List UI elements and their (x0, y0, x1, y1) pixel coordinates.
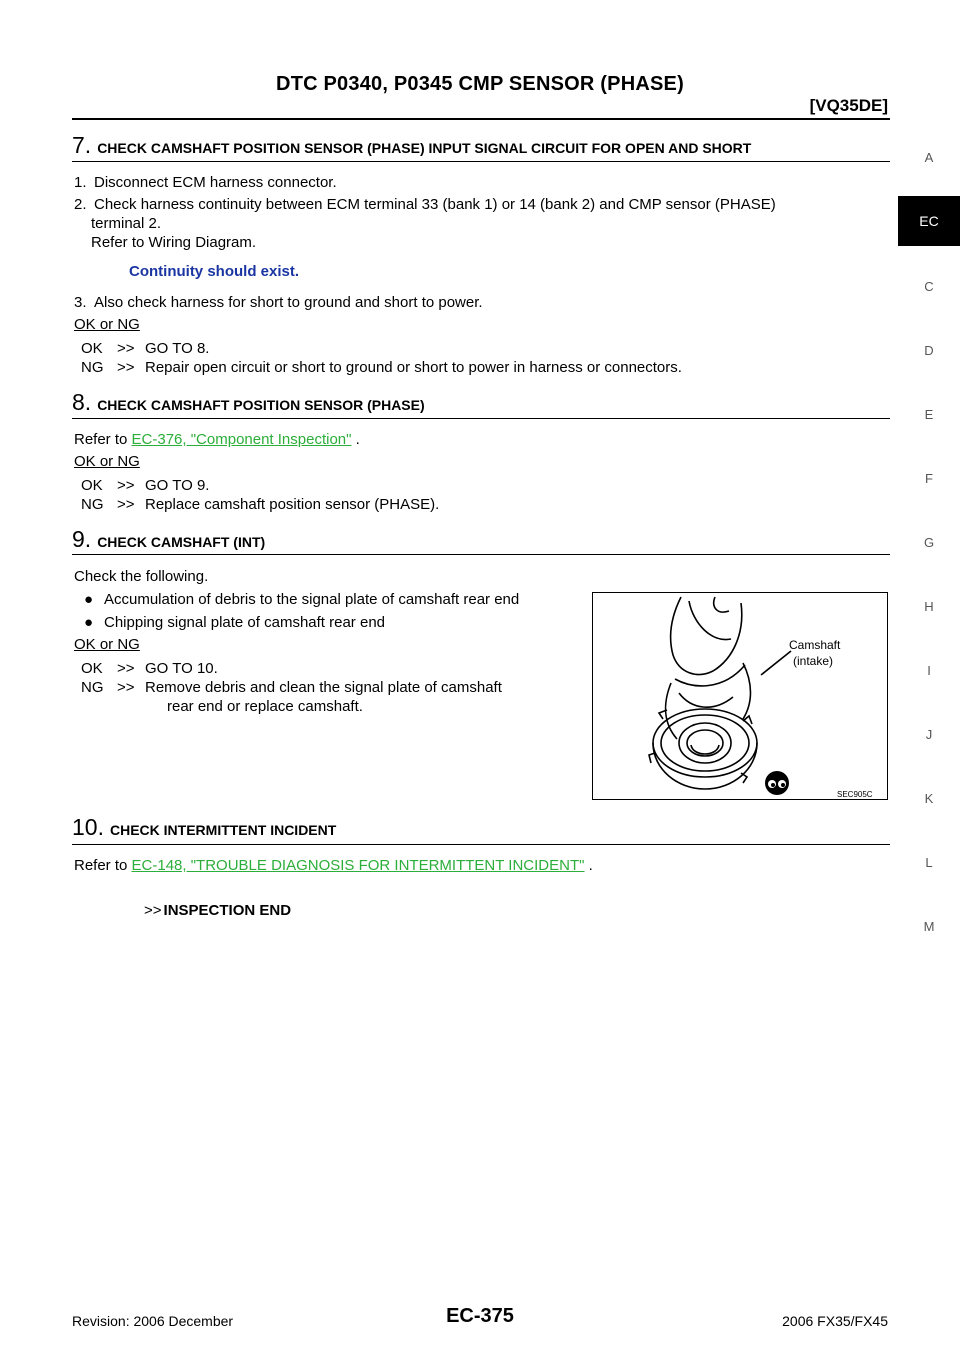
step-8-refer (74, 430, 360, 449)
step-7-item-2a: 2. Check harness continuity between ECM terminal 33 (bank 1) or 14 (bank 2) and CMP sensor (PHASE) (74, 196, 776, 213)
figure-label-2: (intake) (793, 654, 834, 668)
step-8-ng-arrow: >> (117, 496, 135, 513)
header-rule (72, 118, 890, 120)
side-tab-g[interactable]: G (923, 535, 935, 550)
step-10-number: 10. (72, 814, 104, 840)
step-9-ok-text: GO TO 10. (145, 660, 218, 677)
step-7-item-2c: Refer to Wiring Diagram. (91, 234, 257, 251)
step-7-ng-text: Repair open circuit or short to ground or short to power in harness or connectors. (145, 359, 682, 376)
step-7-title: CHECK CAMSHAFT POSITION SENSOR (PHASE) INPUT SIGNAL CIRCUIT FOR OPEN AND SHORT (97, 140, 752, 156)
step-8-ng-key: NG (81, 496, 104, 513)
step-10-rule (72, 844, 890, 845)
step-9-bullet-1-text: Accumulation of debris to the signal plate of camshaft rear end (104, 591, 520, 608)
step-9-ng-key: NG (81, 679, 104, 696)
footer-model: 2006 FX35/FX45 (782, 1313, 888, 1329)
footer-page-number: EC-375 (446, 1305, 514, 1327)
step-8-number: 8. (72, 389, 92, 415)
step-8-link[interactable]: EC-376, "Component Inspection" (131, 431, 352, 448)
side-tab-f[interactable]: F (925, 471, 933, 486)
step-7-item-1: 1. Disconnect ECM harness connector. (74, 174, 337, 191)
step-7-heading (72, 132, 890, 159)
side-tab-j[interactable]: J (925, 727, 933, 742)
figure-code: SEC905C (837, 790, 873, 798)
step-7-ok-arrow: >> (117, 340, 135, 357)
step-9-rule (72, 554, 890, 555)
step-7-ok-key: OK (81, 340, 103, 357)
step-7-ok-or-ng: OK or NG (74, 316, 140, 333)
step-9-bullet-2 (74, 613, 385, 632)
side-tab-ec-active[interactable]: EC (898, 196, 960, 246)
side-tab-a[interactable]: A (924, 150, 934, 165)
step-8-rule (72, 418, 890, 419)
step-10-end-text: INSPECTION END (163, 902, 292, 919)
step-9-ok-or-ng: OK or NG (74, 636, 140, 653)
step-9-title: CHECK CAMSHAFT (INT) (97, 534, 266, 550)
side-tab-h[interactable]: H (924, 599, 934, 614)
step-8-ok-or-ng: OK or NG (74, 453, 140, 470)
step-10-title: CHECK INTERMITTENT INCIDENT (109, 822, 337, 838)
step-7-number: 7. (72, 132, 92, 158)
step-9-ng-text-b: rear end or replace camshaft. (167, 698, 363, 715)
step-7-spec: Continuity should exist. (129, 263, 300, 280)
step-7-item-3: 3. Also check harness for short to ground and short to power. (74, 294, 483, 311)
side-tab-e[interactable]: E (924, 407, 934, 422)
step-8-ok-key: OK (81, 477, 103, 494)
step-9-ok-arrow: >> (117, 660, 135, 677)
step-8-ng-row (81, 495, 439, 514)
step-7-rule (72, 161, 890, 162)
step-9-bullet-1 (74, 590, 519, 609)
step-9-intro: Check the following. (74, 568, 209, 585)
step-9-ng-text-a: Remove debris and clean the signal plate of camshaft (145, 679, 502, 696)
step-10-refer-prefix: Refer to (74, 857, 132, 874)
step-7-ng-arrow: >> (117, 359, 135, 376)
figure-label-1: Camshaft (789, 638, 841, 652)
footer-revision: Revision: 2006 December (72, 1313, 234, 1329)
step-10-heading (72, 814, 890, 841)
step-9-bullet-2-text: Chipping signal plate of camshaft rear end (104, 614, 386, 631)
side-tab-i[interactable]: I (927, 663, 931, 678)
step-7-ng-key: NG (81, 359, 104, 376)
camshaft-figure (592, 592, 888, 800)
side-tab-d[interactable]: D (924, 343, 934, 358)
step-10-end (144, 901, 291, 920)
step-9-ng-row (81, 678, 583, 697)
step-9-ok-row (81, 659, 218, 678)
view-eyes-icon (765, 771, 789, 795)
side-tab-c[interactable]: C (924, 279, 934, 294)
bullet-dot-icon: ● (84, 614, 94, 631)
bullet-dot-icon: ● (84, 591, 94, 608)
step-8-refer-suffix: . (351, 431, 360, 448)
step-9-ng-arrow: >> (117, 679, 135, 696)
step-10-refer (74, 856, 593, 875)
step-10-refer-suffix: . (584, 857, 593, 874)
step-8-ok-arrow: >> (117, 477, 135, 494)
step-9-number: 9. (72, 526, 92, 552)
step-8-ok-row (81, 476, 209, 495)
page-title: DTC P0340, P0345 CMP SENSOR (PHASE) (276, 73, 684, 95)
step-8-refer-prefix: Refer to (74, 431, 132, 448)
step-7-ok-row (81, 339, 209, 358)
step-7-item-2b: terminal 2. (91, 215, 162, 232)
step-8-title: CHECK CAMSHAFT POSITION SENSOR (PHASE) (97, 397, 425, 413)
step-8-ng-text: Replace camshaft position sensor (PHASE). (145, 496, 440, 513)
step-8-heading (72, 389, 890, 416)
side-tab-l[interactable]: L (925, 855, 933, 870)
step-9-heading (72, 526, 890, 553)
camshaft-illustration (593, 593, 886, 798)
step-7-ok-text: GO TO 8. (145, 340, 210, 357)
side-tab-m[interactable]: M (923, 919, 935, 934)
step-10-link[interactable]: EC-148, "TROUBLE DIAGNOSIS FOR INTERMITTENT INCIDENT" (131, 857, 585, 874)
step-9-ok-key: OK (81, 660, 103, 677)
side-tab-k[interactable]: K (924, 791, 934, 806)
step-7-ng-row (81, 358, 682, 377)
step-8-ok-text: GO TO 9. (145, 477, 210, 494)
step-10-end-arrow: >> (144, 902, 162, 919)
engine-code: [VQ35DE] (809, 96, 888, 115)
